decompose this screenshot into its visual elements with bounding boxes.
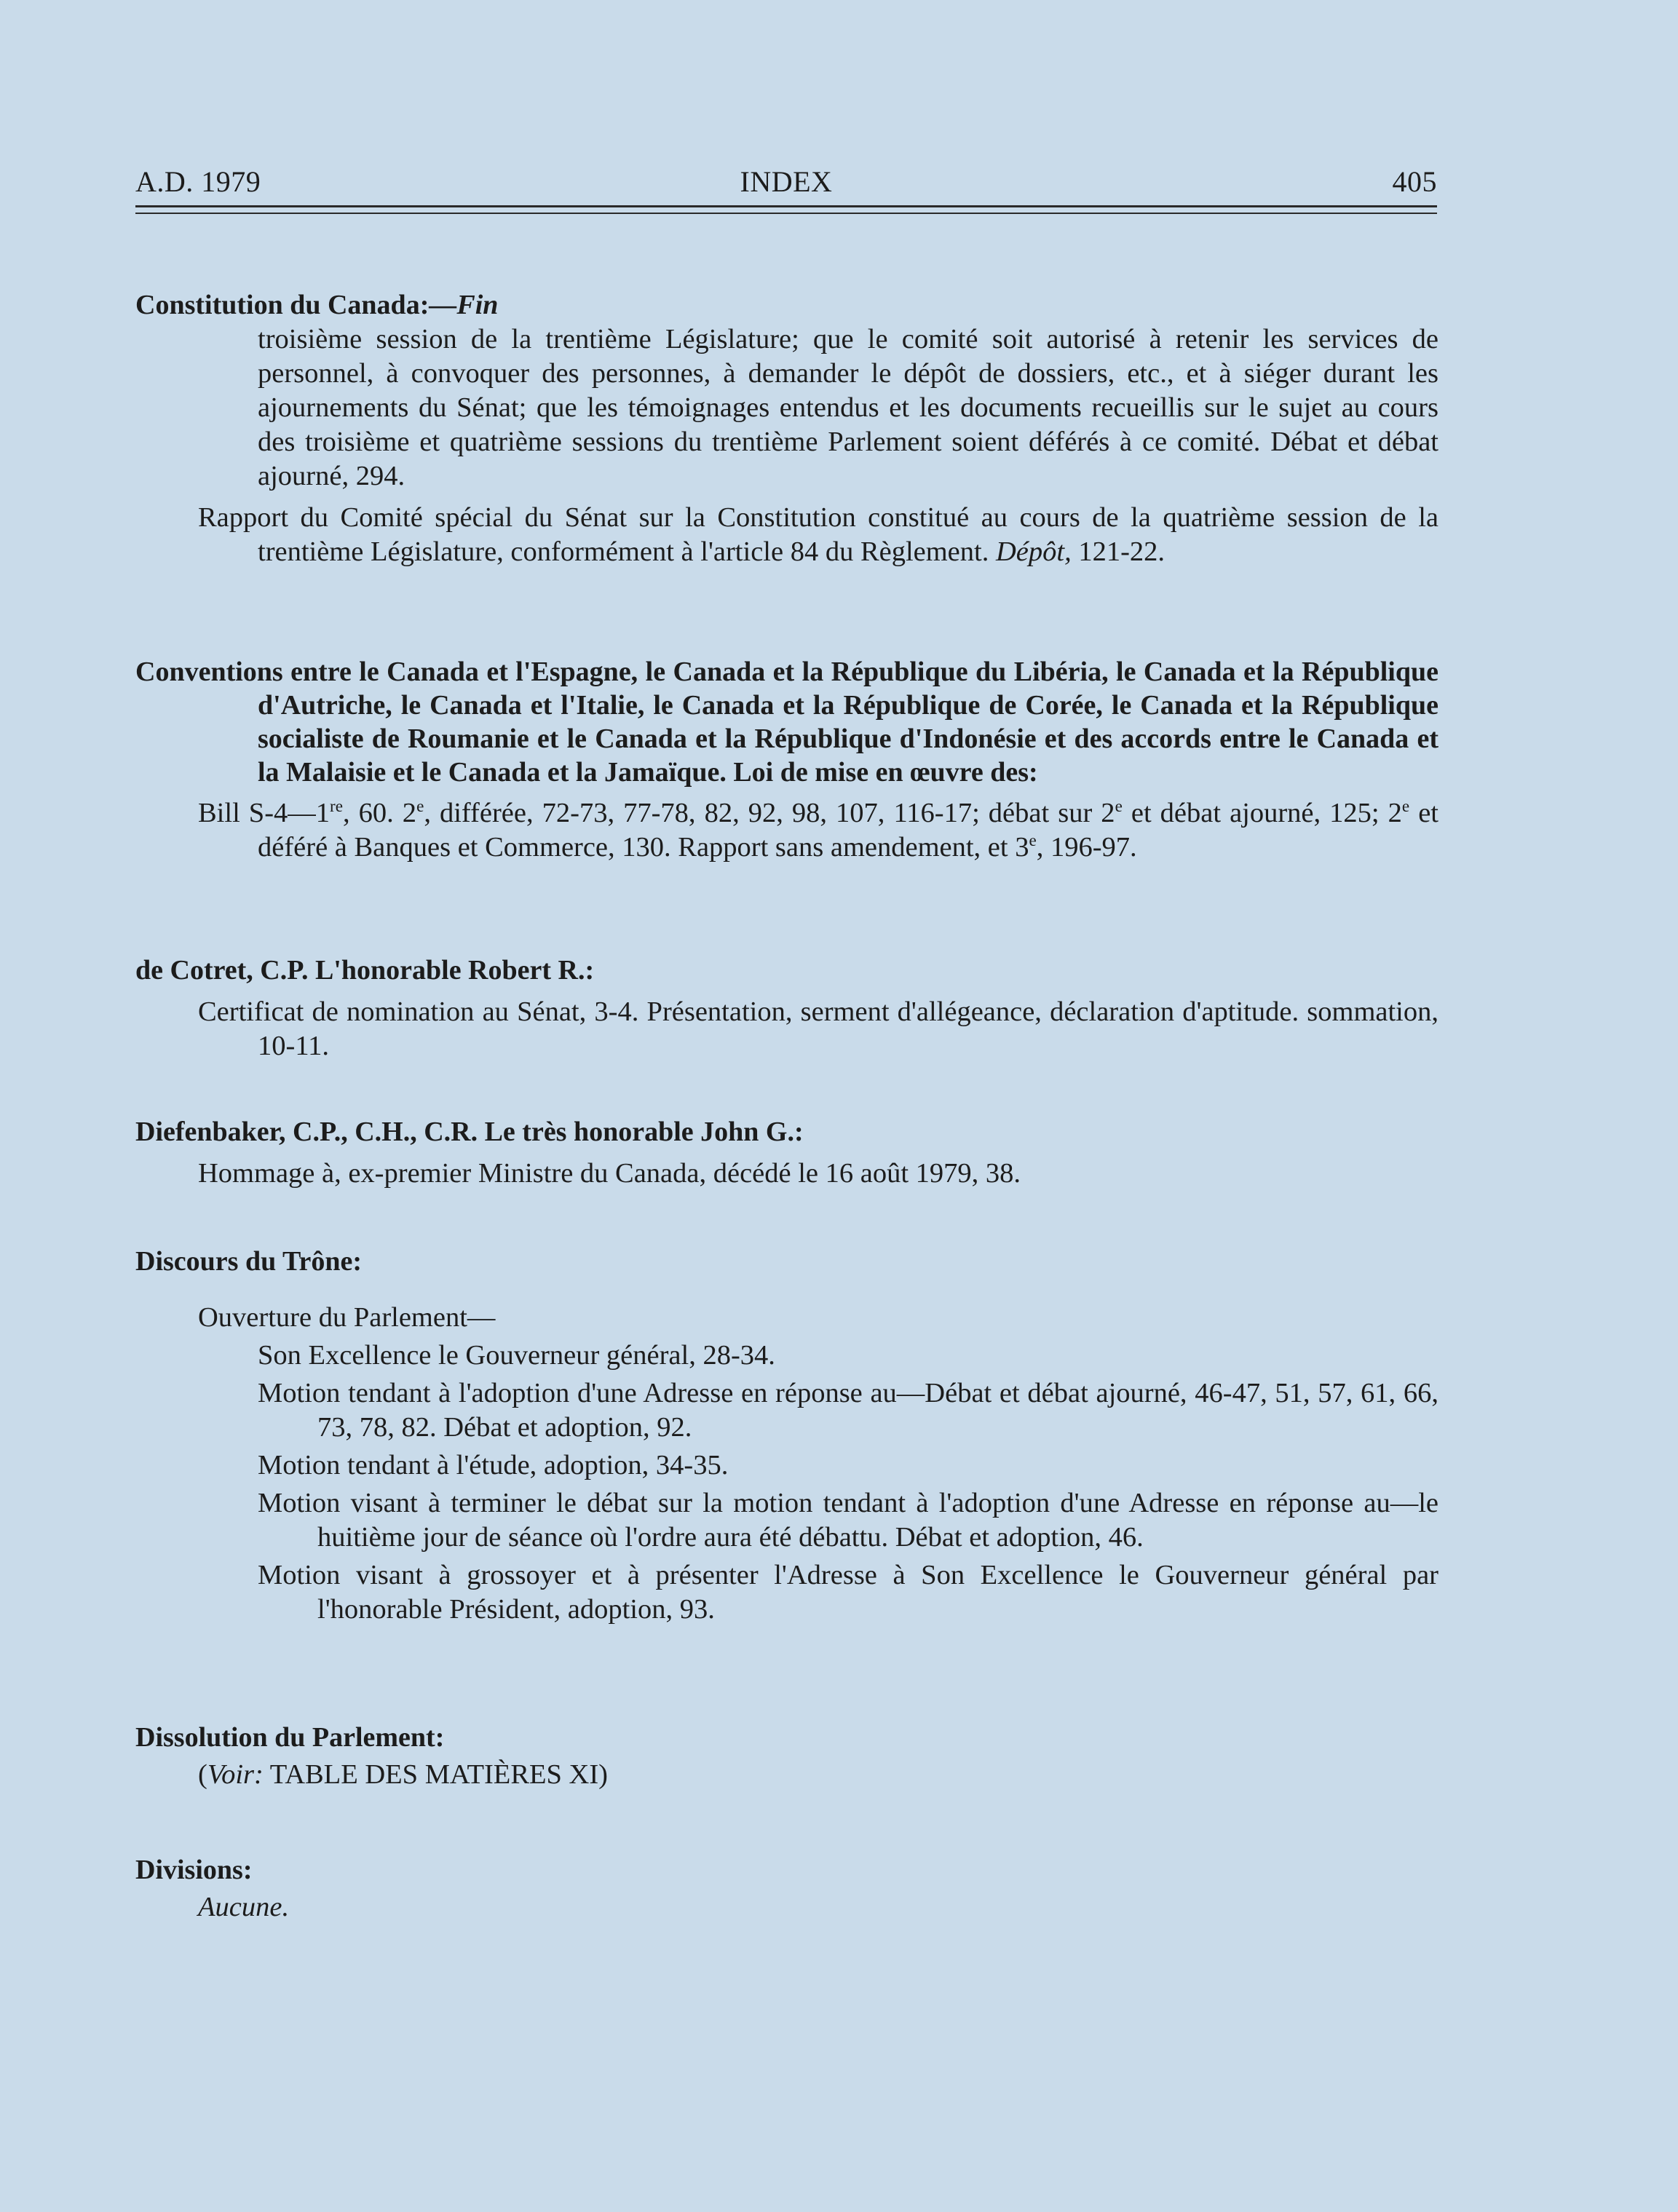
bill-text: et débat ajourné, 125; 2 bbox=[1122, 798, 1402, 828]
sub-entry-text: troisième session de la trentième Législature; que le comité soit autorisé à retenir les services de personnel, à convoquer des personnes, à demander le dépôt de dossiers, etc., et à siéger durant les ajournements du Sénat; que les témoignages entendus et les documents recueillis sur le sujet au cours des troisième et quatrième sessions du trentième Parlement soient déférés à ce comité. Débat et débat ajourné, 294. bbox=[258, 324, 1438, 491]
entry-dissolution bbox=[135, 1721, 1438, 1792]
bill-text: , 196-97. bbox=[1036, 832, 1137, 863]
superscript: re bbox=[330, 796, 343, 816]
sub-entry-rapport bbox=[135, 501, 1438, 569]
entry-heading: Divisions: bbox=[135, 1855, 253, 1885]
reference-target: TABLE DES MATIÈRES XI) bbox=[263, 1759, 608, 1790]
rapport-depot: Dépôt, bbox=[995, 536, 1072, 567]
sub-sub-entry: Motion visant à grossoyer et à présenter l'Adresse à Son Excellence le Gouverneur général par l'honorable Président, adoption, 93. bbox=[258, 1560, 1438, 1625]
bill-text: , différée, 72-73, 77-78, 82, 92, 98, 107, 116-17; débat sur 2 bbox=[424, 798, 1115, 828]
entry-de-cotret bbox=[135, 954, 1438, 1063]
entry-heading bbox=[135, 288, 1438, 322]
entry-heading: Dissolution du Parlement: bbox=[135, 1722, 445, 1753]
superscript: e bbox=[1401, 796, 1410, 816]
voir-label: Voir: bbox=[207, 1759, 264, 1790]
sub-sub-entry: Motion tendant à l'adoption d'une Adresse en réponse au—Débat et débat ajourné, 46-47, 51, 57, 61, 66, 73, 78, 82. Débat et adoption, 92. bbox=[258, 1378, 1438, 1443]
entry-heading: Diefenbaker, C.P., C.H., C.R. Le très honorable John G.: bbox=[135, 1117, 804, 1147]
entry-constitution bbox=[135, 288, 1438, 569]
entry-divisions bbox=[135, 1853, 1438, 1924]
heading-continuation: —Fin bbox=[429, 290, 499, 320]
sub-entry-text: Aucune. bbox=[198, 1892, 290, 1922]
entry-conventions bbox=[135, 655, 1438, 865]
sub-sub-entry: Motion tendant à l'étude, adoption, 34-35. bbox=[258, 1450, 729, 1480]
entry-diefenbaker bbox=[135, 1115, 1438, 1191]
header-title: INDEX bbox=[740, 165, 833, 198]
sub-sub-entry: Motion visant à terminer le débat sur la motion tendant à l'adoption d'une Adresse en réponse au—le huitième jour de séance où l'ordre aura été débattu. Débat et adoption, 46. bbox=[258, 1488, 1438, 1553]
header-year: A.D. 1979 bbox=[135, 165, 261, 198]
header-rule-top bbox=[135, 205, 1437, 207]
entry-heading: Discours du Trône: bbox=[135, 1246, 363, 1277]
bill-text: et déféré à Banques et Commerce, 130. Rapport sans amendement, et 3 bbox=[258, 798, 1438, 863]
paren: ( bbox=[198, 1759, 207, 1790]
sub-entry-text: Hommage à, ex-premier Ministre du Canada, décédé le 16 août 1979, 38. bbox=[198, 1158, 1021, 1189]
superscript: e bbox=[1115, 796, 1123, 816]
header-rule-bottom bbox=[135, 213, 1437, 214]
heading-text: Constitution du Canada: bbox=[135, 290, 430, 320]
page-number: 405 bbox=[1392, 165, 1437, 198]
cross-reference bbox=[135, 1758, 1438, 1792]
entry-heading: Conventions entre le Canada et l'Espagne, le Canada et la République du Libéria, le Canada et la République d'Autriche, le Canada et l'Italie, le Canada et la République de Corée, le Canada et la République socialiste de Roumanie et le Canada et la République d'Indonésie et des accords entre le Canada et la Malaisie et le Canada et la Jamaïque. Loi de mise en œuvre des: bbox=[135, 657, 1438, 788]
sub-entry-ouverture: Ouverture du Parlement— bbox=[198, 1302, 496, 1333]
superscript: e bbox=[416, 796, 424, 816]
superscript: e bbox=[1029, 831, 1037, 850]
running-header bbox=[135, 164, 1437, 201]
bill-text: , 60. 2 bbox=[343, 798, 417, 828]
bill-text: Bill S-4—1 bbox=[198, 798, 331, 828]
entry-heading: de Cotret, C.P. L'honorable Robert R.: bbox=[135, 955, 595, 986]
entry-discours-du-trone bbox=[135, 1245, 1438, 1627]
sub-entry-text: Certificat de nomination au Sénat, 3-4. Présentation, serment d'allégeance, déclaration d'aptitude. sommation, 10-11. bbox=[198, 996, 1438, 1061]
rapport-pages: 121-22. bbox=[1078, 536, 1166, 567]
sub-entry-bill bbox=[135, 796, 1438, 865]
sub-sub-entry: Son Excellence le Gouverneur général, 28-34. bbox=[258, 1340, 775, 1371]
rapport-text: Rapport du Comité spécial du Sénat sur la Constitution constitué au cours de la quatrième session de la trentième Législature, conformément à l'article 84 du Règlement. bbox=[198, 502, 1438, 567]
